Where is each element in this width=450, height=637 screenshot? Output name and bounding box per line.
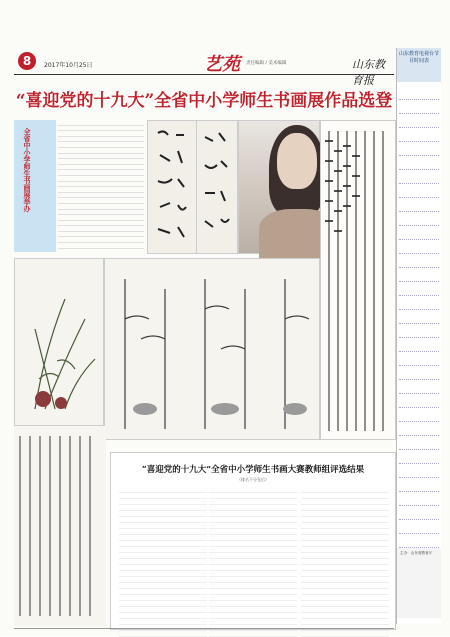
calligraphy-columns — [321, 121, 395, 439]
results-column-3 — [301, 487, 389, 637]
schedule-row — [399, 254, 439, 268]
schedule-row — [399, 366, 439, 380]
results-column-2 — [209, 487, 297, 637]
schedule-row — [399, 226, 439, 240]
orchid-painting — [14, 258, 104, 426]
schedule-row — [399, 310, 439, 324]
bamboo-painting — [104, 258, 320, 440]
calligraphy-grid — [14, 426, 106, 626]
sidebar-head: 山东教育电视台节目时间表 — [397, 48, 441, 82]
portrait-face — [277, 133, 317, 189]
schedule-row — [399, 114, 439, 128]
article-text-lines — [58, 120, 144, 252]
bamboo-strokes — [105, 259, 319, 439]
schedule-row — [399, 212, 439, 226]
schedule-row — [399, 100, 439, 114]
schedule-row — [399, 240, 439, 254]
issue-date: 2017年10月25日 — [44, 62, 93, 69]
page-number: 8 — [18, 52, 36, 70]
schedule-row — [399, 296, 439, 310]
schedule-row — [399, 478, 439, 492]
calligraphy-bottom-left — [14, 426, 106, 626]
calligraphy-strokes — [148, 121, 196, 253]
results-title: “喜迎党的十九大”全省中小学师生书画大赛教师组评选结果 — [141, 465, 365, 475]
schedule-row — [399, 380, 439, 394]
sidebar-footer: 主办：山东省教育厅 — [397, 548, 441, 618]
schedule-row — [399, 408, 439, 422]
schedule-row — [399, 156, 439, 170]
schedule-row — [399, 534, 439, 548]
schedule-row — [399, 86, 439, 100]
schedule-list — [399, 86, 439, 576]
schedule-row — [399, 436, 439, 450]
article-subtitle: 全省中小学师生书画展举办 — [23, 128, 31, 212]
portrait-drawing — [238, 120, 320, 254]
calligraphy-artwork-2 — [196, 120, 238, 254]
schedule-row — [399, 352, 439, 366]
results-note: （排名不分先后） — [237, 477, 269, 482]
schedule-row — [399, 184, 439, 198]
schedule-row — [399, 282, 439, 296]
editor-credit: 责任编辑 / 美术编辑 — [246, 61, 287, 66]
schedule-row — [399, 394, 439, 408]
schedule-row — [399, 492, 439, 506]
schedule-row — [399, 142, 439, 156]
results-column-1 — [119, 487, 207, 637]
schedule-row — [399, 520, 439, 534]
schedule-row — [399, 128, 439, 142]
page-header — [14, 46, 394, 87]
page-footer — [14, 628, 394, 633]
schedule-row — [399, 422, 439, 436]
tv-schedule-sidebar — [396, 48, 441, 624]
main-headline: “喜迎党的十九大”全省中小学师生书画展作品选登 — [15, 91, 393, 111]
schedule-row — [399, 198, 439, 212]
calligraphy-artwork-1 — [147, 120, 197, 254]
schedule-row — [399, 338, 439, 352]
schedule-row — [399, 506, 439, 520]
schedule-row — [399, 268, 439, 282]
calligraphy-strokes — [197, 121, 237, 253]
orchid-strokes — [15, 259, 103, 425]
subtitle-box — [14, 120, 56, 252]
results-panel — [110, 452, 396, 630]
schedule-row — [399, 450, 439, 464]
calligraphy-scroll-right — [320, 120, 396, 440]
section-title: 艺苑 — [204, 54, 240, 75]
schedule-row — [399, 170, 439, 184]
schedule-row — [399, 324, 439, 338]
article-body — [58, 120, 144, 252]
schedule-row — [399, 464, 439, 478]
newspaper-brand: 山东教育报 — [352, 58, 385, 87]
